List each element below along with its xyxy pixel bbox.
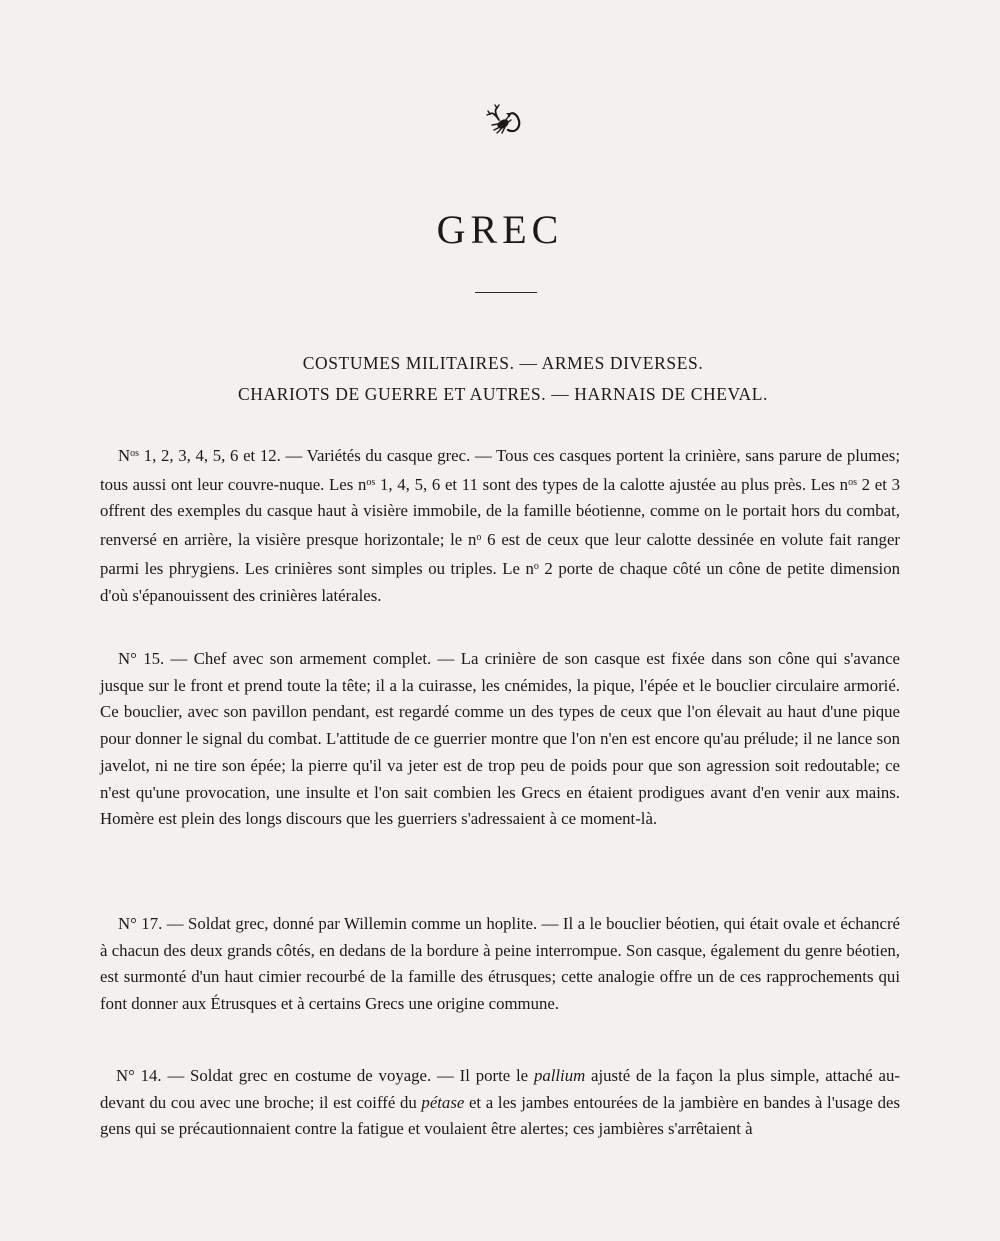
- paragraph-text: 2 et 3 offrent des exemples du casque haut à visière immobile, de la famille béotienne, comme on le portait hors du combat, renversé en arrière, la visière presque horizontale; le n: [100, 474, 900, 550]
- subtitle-line-1: COSTUMES MILITAIRES. — ARMES DIVERSES.: [302, 353, 704, 373]
- paragraph-text: 1, 4, 5, 6 et 11 sont des types de la calotte ajustée au plus près. Les n: [375, 474, 849, 494]
- paragraph-text: et a les jambes entourées de la jambière en bandes à l'usage des gens qui se précautionnaient contre la fatigue et voulaient être alertes; ces jambières s'arrêtaient à: [100, 1092, 900, 1139]
- paragraph-text: N° 14. — Soldat grec en costume de voyage. — Il porte le: [116, 1066, 534, 1085]
- superscript: os: [848, 476, 857, 488]
- paragraph-text: 6 est de ceux que leur calotte dessinée en volute fait ranger parmi les phrygiens. Les crinières sont simples ou triples. Le n: [100, 530, 900, 578]
- paragraph-casques: [100, 441, 900, 609]
- paragraph-text: 2 porte de chaque côté un cône de petite dimension d'où s'épanouissent des crinières latérales.: [100, 558, 900, 605]
- superscript: os: [366, 476, 376, 488]
- subtitle-line-2: CHARIOTS DE GUERRE ET AUTRES. — HARNAIS DE CHEVAL.: [237, 384, 769, 404]
- page-title: GREC: [436, 207, 564, 252]
- superscript: os: [130, 448, 140, 459]
- paragraph-text: 1, 2, 3, 4, 5, 6 et 12. — Variétés du casque grec. — Tous ces casques portent la crinière, sans parure de plumes; tous aussi ont leur couvre-nuque. Les n: [100, 446, 900, 494]
- paragraph-lead: N: [118, 446, 131, 465]
- italic-term-petase: pétase: [421, 1092, 465, 1112]
- paragraph-hoplite: N° 17. — Soldat grec, donné par Willemin comme un hoplite. — Il a le bouclier béotien, qui était ovale et échancré à chacun des deux grands côtés, en dedans de la bordure à peine interrompue. Son casque, également du genre béotien, est surmonté d'un haut cimier recourbé de la famille des étrusques; cette analogie offre un de ces rapprochements qui font donner aux Étrusques et à certains Grecs une origine commune.: [100, 914, 900, 1014]
- scorpion-icon: [484, 100, 528, 146]
- paragraph-chef: N° 15. — Chef avec son armement complet. — La crinière de son casque est fixée dans son cône qui s'avance jusque sur le front et prend toute la tête; il a la cuirasse, les cnémides, la pique, l'épée et le bouclier circulaire armorié. Ce bouclier, avec son pavillon pendant, est regardé comme un des types de ceux que l'on élevait au haut d'une pique pour donner le signal du combat. L'attitude de ce guerrier montre que l'on n'en est encore qu'au prélude; il ne lance son javelot, ni ne tire son épée; la pierre qu'il va jeter est de trop peu de poids pour que son agression soit redoutable; ce n'est qu'une provocation, une insulte et l'on sait combien les Grecs en étaient prodigues avant d'en venir aux mains. Homère est plein des longs discours que les guerriers s'adressaient à ce moment-là.: [100, 649, 900, 829]
- title-divider: [475, 292, 537, 293]
- superscript: o: [476, 532, 482, 544]
- superscript: o: [533, 560, 539, 572]
- italic-term-pallium: pallium: [533, 1066, 586, 1085]
- paragraph-text: ajusté de la façon la plus simple, attaché au-devant du cou avec une broche; il est coiffé du: [100, 1066, 900, 1112]
- paragraph-voyage: [100, 1063, 900, 1143]
